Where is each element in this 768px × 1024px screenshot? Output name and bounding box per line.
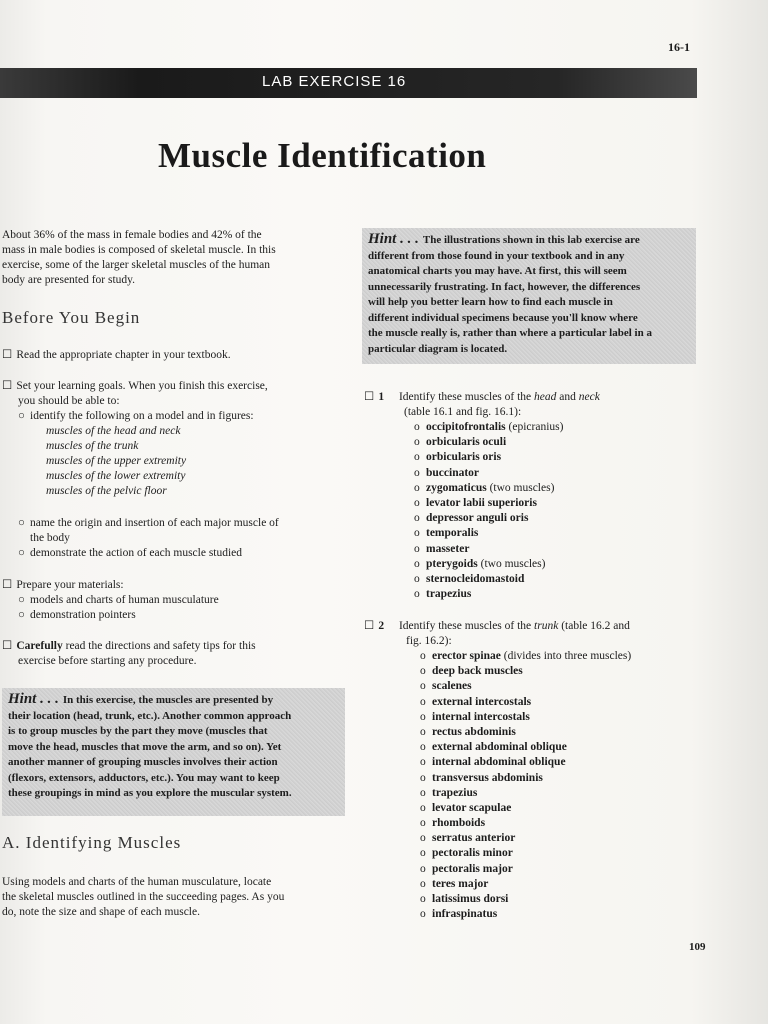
list-item: o sternocleidomastoid bbox=[414, 572, 525, 585]
page-title: Muscle Identification bbox=[158, 136, 487, 175]
step-careful: ☐ Carefully read the directions and safety tips for this exercise before starting any procedure. bbox=[2, 638, 256, 667]
list-item: o serratus anterior bbox=[420, 832, 516, 845]
list-item: o masseter bbox=[414, 542, 470, 555]
list-item: o internal intercostals bbox=[420, 710, 530, 723]
list-item: o rectus abdominis bbox=[420, 725, 516, 738]
goal-origin: ○ name the origin and insertion of each major muscle of the body ○ demonstrate the action of each muscle studied bbox=[18, 517, 279, 559]
circle-bullet-icon: ○ bbox=[18, 410, 25, 422]
hint-box-illustrations: Hint . . . The illustrations shown in this lab exercise are different from those found in your textbook and in any anatomical charts you may have. At first, this will seem unnecessarily frustrating. In fact, however, the differences will help you better learn how to find each muscle in different individual specimens because you'll know where the muscle really is, rather than where a particular label in a particular diagram is located. bbox=[362, 228, 696, 364]
circle-bullet-icon: ○ bbox=[18, 594, 25, 606]
list-item: o transversus abdominis bbox=[420, 771, 543, 784]
head-neck-muscle-list bbox=[364, 420, 704, 602]
circle-bullet-icon: o bbox=[414, 436, 420, 449]
step-read: ☐ Read the appropriate chapter in your textbook. bbox=[2, 347, 231, 361]
circle-bullet-icon: o bbox=[414, 542, 420, 555]
list-item: o temporalis bbox=[414, 527, 479, 540]
circle-bullet-icon: o bbox=[420, 817, 426, 830]
circle-bullet-icon: ○ bbox=[18, 547, 25, 559]
circle-bullet-icon: o bbox=[414, 557, 420, 570]
lab-exercise-label: LAB EXERCISE 16 bbox=[262, 73, 407, 90]
list-item: o orbicularis oculi bbox=[414, 436, 507, 449]
circle-bullet-icon: ○ bbox=[18, 517, 25, 529]
circle-bullet-icon: o bbox=[420, 665, 426, 678]
list-item: o pectoralis minor bbox=[420, 847, 513, 860]
list-item: o levator scapulae bbox=[420, 801, 512, 814]
list-item: o trapezius bbox=[414, 588, 472, 601]
circle-bullet-icon: o bbox=[420, 786, 426, 799]
list-item: o teres major bbox=[420, 877, 489, 890]
circle-bullet-icon: o bbox=[420, 741, 426, 754]
circle-bullet-icon: o bbox=[414, 588, 420, 601]
circle-bullet-icon: o bbox=[414, 512, 420, 525]
circle-bullet-icon: o bbox=[420, 908, 426, 921]
circle-bullet-icon: o bbox=[420, 832, 426, 845]
list-item: o buccinator bbox=[414, 466, 480, 479]
step-goals: ☐ Set your learning goals. When you finish this exercise, you should be able to: ○ identify the following on a model and in figures: muscles of the head and neck muscles of the trunk muscles of the upper extremity muscles of the lower extremity muscles of the pelvic floor bbox=[2, 378, 268, 497]
circle-bullet-icon: o bbox=[420, 725, 426, 738]
list-item: o levator labii superioris bbox=[414, 496, 537, 509]
list-item: o zygomaticus (two muscles) bbox=[414, 481, 555, 494]
circle-bullet-icon: o bbox=[420, 756, 426, 769]
circle-bullet-icon: o bbox=[414, 527, 420, 540]
checkbox-icon[interactable]: ☐ bbox=[2, 378, 13, 392]
circle-bullet-icon: o bbox=[420, 877, 426, 890]
item-trunk: ☐ 2 Identify these muscles of the trunk (table 16.2 and fig. 16.2): o erector spinae (divides into three muscles) o deep back muscles o scalenes o external intercostals o internal intercostals o rectus abdominis o external abdominal oblique o internal abdominal oblique o transversus abdominis o trapezius o levator scapulae o rhomboids o serratus anterior o pectoralis minor o pectoralis major o teres major o latissimus dorsi o infraspinatus bbox=[364, 618, 704, 922]
checkbox-icon[interactable]: ☐ bbox=[2, 638, 13, 652]
circle-bullet-icon: o bbox=[420, 710, 426, 723]
page-number-top: 16-1 bbox=[668, 40, 690, 54]
list-item: o depressor anguli oris bbox=[414, 512, 529, 525]
circle-bullet-icon: o bbox=[414, 481, 420, 494]
circle-bullet-icon: o bbox=[420, 801, 426, 814]
section-a-paragraph: Using models and charts of the human musculature, locate the skeletal muscles outlined in the succeeding pages. As you do, note the size and shape of each muscle. bbox=[2, 876, 285, 918]
list-item: o pterygoids (two muscles) bbox=[414, 557, 546, 570]
list-item: o rhomboids bbox=[420, 817, 486, 830]
circle-bullet-icon: o bbox=[420, 771, 426, 784]
checkbox-icon[interactable]: ☐ bbox=[2, 577, 13, 591]
checkbox-icon[interactable]: ☐ bbox=[364, 389, 375, 403]
list-item: o deep back muscles bbox=[420, 665, 523, 678]
circle-bullet-icon: o bbox=[420, 862, 426, 875]
circle-bullet-icon: o bbox=[420, 680, 426, 693]
circle-bullet-icon: o bbox=[414, 466, 420, 479]
section-a-heading: A. Identifying Muscles bbox=[2, 833, 182, 852]
circle-bullet-icon: o bbox=[420, 695, 426, 708]
list-item: o internal abdominal oblique bbox=[420, 756, 566, 769]
list-item: o trapezius bbox=[420, 786, 478, 799]
trunk-muscle-list bbox=[364, 649, 704, 922]
list-item: o latissimus dorsi bbox=[420, 893, 509, 905]
page-folio: 109 bbox=[689, 941, 706, 953]
circle-bullet-icon: o bbox=[420, 847, 426, 860]
step-prepare: ☐ Prepare your materials: ○ models and charts of human musculature ○ demonstration pointers bbox=[2, 577, 219, 621]
circle-bullet-icon: o bbox=[414, 496, 420, 509]
circle-bullet-icon: o bbox=[414, 572, 420, 585]
checkbox-icon[interactable]: ☐ bbox=[2, 347, 13, 361]
circle-bullet-icon: o bbox=[414, 451, 420, 464]
circle-bullet-icon: ○ bbox=[18, 609, 25, 621]
circle-bullet-icon: o bbox=[420, 650, 426, 662]
item-head-neck: ☐ 1 Identify these muscles of the head and neck (table 16.1 and fig. 16.1): o occipitofrontalis (epicranius) o orbicularis oculi o orbicularis oris o buccinator o zygomaticus (two muscles) o levator labii superioris o depressor anguli oris o temporalis o masseter o pterygoids (two muscles) o sternocleidomastoid o trapezius bbox=[364, 389, 704, 602]
list-item: o external intercostals bbox=[420, 695, 532, 708]
intro-paragraph: About 36% of the mass in female bodies and 42% of the mass in male bodies is composed of skeletal muscle. In this exercise, some of the larger skeletal muscles of the human body are presented for study. bbox=[2, 229, 276, 286]
list-item: o scalenes bbox=[420, 680, 472, 693]
list-item: o occipitofrontalis (epicranius) bbox=[414, 421, 564, 433]
list-item: o erector spinae (divides into three muscles) bbox=[420, 650, 632, 662]
before-you-begin-heading: Before You Begin bbox=[2, 308, 141, 327]
checkbox-icon[interactable]: ☐ bbox=[364, 618, 375, 632]
list-item: o infraspinatus bbox=[420, 908, 498, 921]
circle-bullet-icon: o bbox=[420, 893, 426, 905]
list-item: o external abdominal oblique bbox=[420, 741, 567, 754]
circle-bullet-icon: o bbox=[414, 421, 420, 433]
list-item: o orbicularis oris bbox=[414, 451, 502, 464]
list-item: o pectoralis major bbox=[420, 862, 513, 875]
hint-box-grouping: Hint . . . In this exercise, the muscles are presented by their location (head, trunk, etc.). Another common approach is to group muscles by the part they move (muscles that move the head, muscles that move the arm, and so on). Yet another manner of grouping muscles involves their action (flexors, extensors, adductors, etc.). You may want to keep these groupings in mind as you explore the muscular system. bbox=[2, 688, 345, 816]
